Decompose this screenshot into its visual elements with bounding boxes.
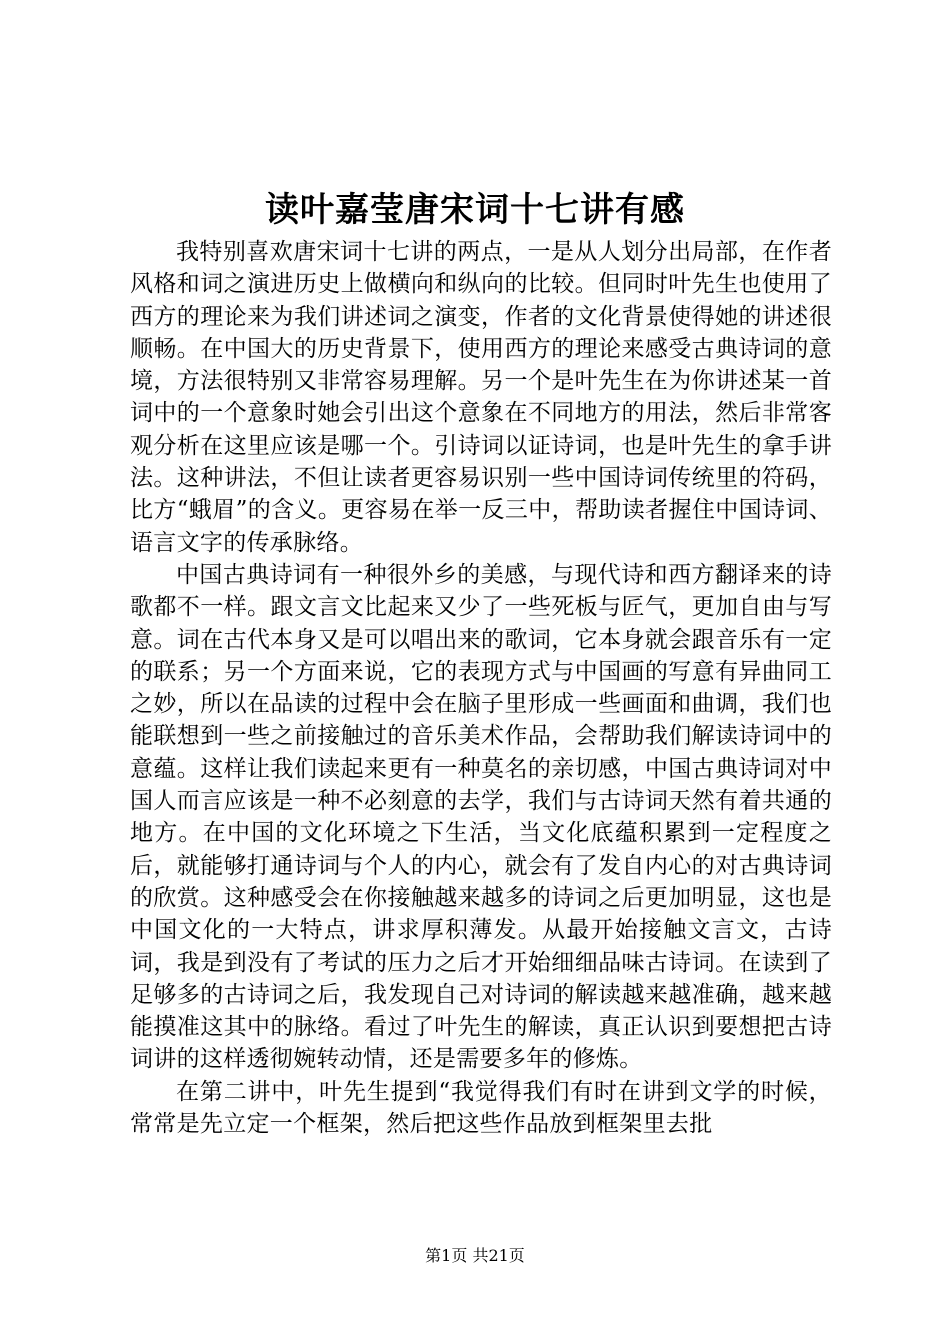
page-footer: 第1页 共21页 — [425, 1246, 525, 1265]
document-body — [130, 236, 832, 1140]
paragraph-1: 我特别喜欢唐宋词十七讲的两点，一是从人划分出局部，在作者风格和词之演进历史上做横向和纵向的比较。但同时叶先生也使用了西方的理论来为我们讲述词之演变，作者的文化背景使得她的讲述很顺畅。在中国大的历史背景下，使用西方的理论来感受古典诗词的意境，方法很特别又非常容易理解。另一个是叶先生在为你讲述某一首词中的一个意象时她会引出这个意象在不同地方的用法，然后非常客观分析在这里应该是哪一个。引诗词以证诗词，也是叶先生的拿手讲法。这种讲法，不但让读者更容易识别一些中国诗词传统里的符码，比方“蛾眉”的含义。更容易在举一反三中，帮助读者握住中国诗词、语言文字的传承脉络。 — [130, 239, 832, 556]
page-title: 读叶嘉莹唐宋词十七讲有感 — [265, 190, 685, 230]
paragraph-2: 中国古典诗词有一种很外乡的美感，与现代诗和西方翻译来的诗歌都不一样。跟文言文比起来又少了一些死板与匠气，更加自由与写意。词在古代本身又是可以唱出来的歌词，它本身就会跟音乐有一定的联系；另一个方面来说，它的表现方式与中国画的写意有异曲同工之妙，所以在品读的过程中会在脑子里形成一些画面和曲调，我们也能联想到一些之前接触过的音乐美术作品，会帮助我们解读诗词中的意蕴。这样让我们读起来更有一种莫名的亲切感，中国古典诗词对中国人而言应该是一种不必刻意的去学，我们与古诗词天然有着共通的地方。在中国的文化环境之下生活，当文化底蕴积累到一定程度之后，就能够打通诗词与个人的内心，就会有了发自内心的对古典诗词的欣赏。这种感受会在你接触越来越多的诗词之后更加明显，这也是中国文化的一大特点，讲求厚积薄发。从最开始接触文言文，古诗词，我是到没有了考试的压力之后才开始细细品味古诗词。在读到了足够多的古诗词之后，我发现自己对诗词的解读越来越准确，越来越能摸准这其中的脉络。看过了叶先生的解读，真正认识到要想把古诗词讲的这样透彻婉转动情，还是需要多年的修炼。 — [130, 561, 832, 1073]
paragraph-3: 在第二讲中，叶先生提到“我觉得我们有时在讲到文学的时候，常常是先立定一个框架，然后把这些作品放到框架里去批 — [130, 1078, 832, 1138]
